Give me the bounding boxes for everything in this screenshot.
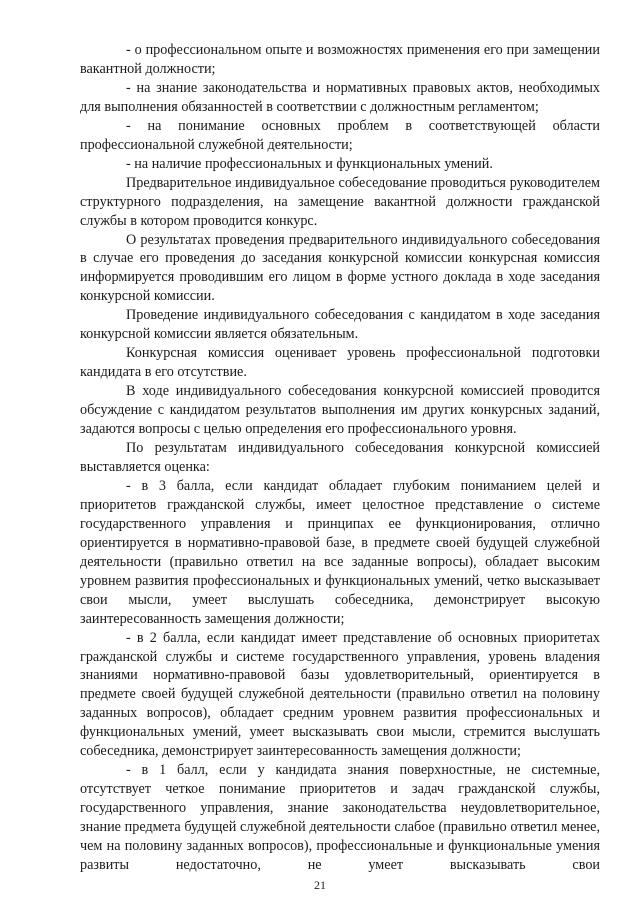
- paragraph-interview-results: О результатах проведения предварительного индивидуального собеседования в случае его проведения до заседания конкурсной комиссии конкурсная комиссия информируется проводившим его лицом в форме устного доклада в ходе заседания конкурсной комиссии.: [80, 231, 600, 305]
- paragraph-score-2: - в 2 балла, если кандидат имеет представление об основных приоритетах гражданской службы и системе государственного управления, уровень владения знаниями нормативно-правовой базы удовлетворительный, ориентируется в предмете своей будущей служебной деятельности (правильно ответил на половину заданных вопросов), обладает средним уровнем развития профессиональных и функциональных умений, умеет высказывать свои мысли, стремится выслушать собеседника, демонстрирует заинтересованность замещения должности;: [80, 629, 600, 760]
- document-body: [80, 41, 600, 875]
- paragraph-interview-discussion: В ходе индивидуального собеседования конкурсной комиссией проводится обсуждение с кандидатом результатов выполнения им других конкурсных заданий, задаются вопросы с целью определения его профессионального уровня.: [80, 383, 600, 438]
- page-number: 21: [314, 878, 326, 892]
- paragraph-score-1: - в 1 балл, если у кандидата знания поверхностные, не системные, отсутствует четкое понимание приоритетов и задач гражданской службы, государственного управления, знание законодательства неудовлетворительное, знание предмета будущей служебной деятельности слабое (правильно ответил менее, чем на половину заданных вопросов), профессиональные и функциональные умения развиты недостаточно, не умеет высказывать свои: [80, 762, 600, 873]
- paragraph-scoring-intro: По результатам индивидуального собеседования конкурсной комиссией выставляется оценка:: [80, 440, 600, 475]
- paragraph-bullet-legislation: - на знание законодательства и нормативных правовых актов, необходимых для выполнения обязанностей в соответствии с должностным регламентом;: [80, 79, 600, 115]
- paragraph-commission-evaluation: Конкурсная комиссия оценивает уровень профессиональной подготовки кандидата в его отсутствие.: [80, 345, 600, 381]
- paragraph-bullet-problems: - на понимание основных проблем в соответствующей области профессиональной служебной деятельности;: [80, 117, 600, 153]
- paragraph-bullet-experience: - о профессиональном опыте и возможностях применения его при замещении вакантной должности;: [80, 42, 600, 77]
- paragraph-score-3: - в 3 балла, если кандидат обладает глубоким пониманием целей и приоритетов гражданской службы, имеет целостное представление о системе государственного управления и принципах ее функционирования, отлично ориентируется в нормативно-правовой базе, в предмете своей будущей служебной деятельности (правильно ответил на все заданные вопросы), обладает высоким уровнем развития профессиональных и функциональных умений, четко высказывает свои мысли, умеет выслушать собеседника, демонстрирует высокую заинтересованность замещения должности;: [80, 477, 600, 627]
- paragraph-bullet-skills: - на наличие профессиональных и функциональных умений.: [126, 155, 493, 172]
- paragraph-preliminary-interview: Предварительное индивидуальное собеседование проводиться руководителем структурного подразделения, на замещение вакантной должности гражданской службы в котором проводится конкурс.: [80, 174, 600, 229]
- paragraph-interview-mandatory: Проведение индивидуального собеседования с кандидатом в ходе заседания конкурсной комиссии является обязательным.: [80, 307, 600, 343]
